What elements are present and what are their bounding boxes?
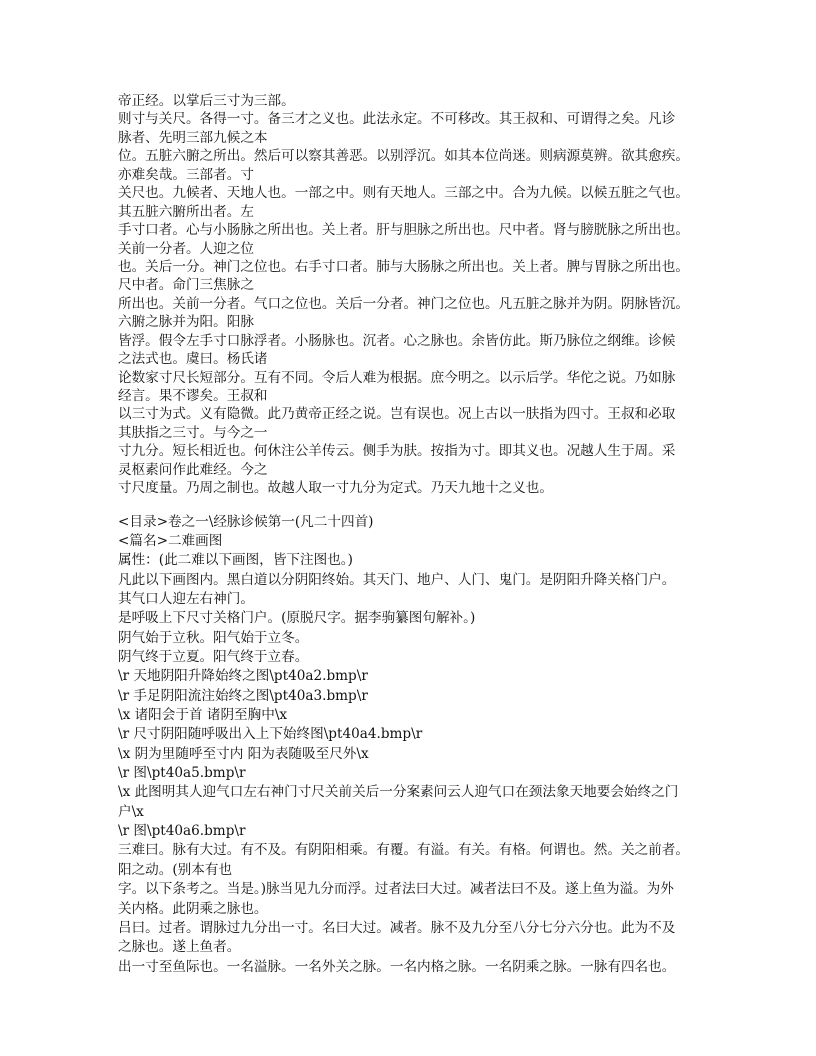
text-line: 论数家寸尺长短部分。互有不同。令后人难为根据。庶今明之。以示后学。华佗之说。乃如脉 xyxy=(118,369,676,386)
text-line: \r 图\pt40a6.bmp\r xyxy=(118,823,246,840)
text-line: 阳之动。(别本有也 xyxy=(118,861,233,878)
text-line: \r 图\pt40a5.bmp\r xyxy=(118,765,246,782)
text-line: 关尺也。九候者、天地人也。一部之中。则有天地人。三部之中。合为九候。以候五脏之气也。 xyxy=(118,185,689,202)
text-line: 其肤指之三寸。与今之一 xyxy=(118,424,268,441)
text-line: 以三寸为式。义有隐微。此乃黄帝正经之说。岂有误也。况上古以一肤指为四寸。王叔和必取 xyxy=(118,406,676,423)
text-line: 尺中者。命门三焦脉之 xyxy=(118,277,254,294)
text-line: 三难曰。脉有大过。有不及。有阴阳相乘。有覆。有溢。有关。有格。何谓也。然。关之前者。 xyxy=(118,842,689,859)
text-line: 亦难矣哉。三部者。寸 xyxy=(118,166,254,183)
text-line: 之法式也。虞曰。杨氏诸 xyxy=(118,351,268,368)
text-line: 灵枢素问作此难经。今之 xyxy=(118,461,268,478)
text-line: 寸尺度量。乃周之制也。故越人取一寸九分为定式。乃天九地十之义也。 xyxy=(118,480,553,497)
text-line: 也。关后一分。神门之位也。右手寸口者。肺与大肠脉之所出也。关上者。脾与胃脉之所出也。 xyxy=(118,258,689,275)
text-line: 皆浮。假令左手寸口脉浮者。小肠脉也。沉者。心之脉也。余皆仿此。斯乃脉位之纲维。诊候 xyxy=(118,332,676,349)
text-line: 属性：(此二难以下画图，皆下注图也。) xyxy=(118,552,353,569)
text-line: 则寸与关尺。各得一寸。备三才之义也。此法永定。不可移改。其王叔和、可谓得之矣。凡诊 xyxy=(118,111,676,128)
text-line: 帝正经。以掌后三寸为三部。 xyxy=(118,93,295,109)
text-line: 寸九分。短长相近也。何休注公羊传云。侧手为肤。按指为寸。即其义也。况越人生于周。采 xyxy=(118,443,676,460)
text-line: 是呼吸上下尺寸关格门户。(原脱尺字。据李驹纂图句解补。) xyxy=(118,610,476,627)
text-line: 凡此以下画图内。黑白道以分阴阳终始。其天门、地户、人门、鬼门。是阴阳升降关格门户。 xyxy=(118,571,676,588)
text-line: 其气口人迎左右神门。 xyxy=(118,591,254,607)
text-line: 脉者、先明三部九候之本 xyxy=(118,129,268,146)
text-line: \r 手足阴阳流注始终之图\pt40a3.bmp\r xyxy=(118,687,368,704)
text-line: 阴气终于立夏。阳气终于立春。 xyxy=(118,649,309,666)
text-line: 所出也。关前一分者。气口之位也。关后一分者。神门之位也。凡五脏之脉并为阴。阴脉皆沉。 xyxy=(118,295,689,312)
text-block-main xyxy=(118,92,718,498)
text-line: <目录>卷之一\经脉诊候第一(凡二十四首) xyxy=(118,513,374,530)
text-line: <篇名>二难画图 xyxy=(118,532,223,549)
text-line: 字。以下条考之。当是。)脉当见九分而浮。过者法曰大过。减者法曰不及。遂上鱼为溢。为外 xyxy=(118,881,674,898)
text-block-chapter xyxy=(118,513,718,977)
text-line: \x 此图明其人迎气口左右神门寸尺关前关后一分案素问云人迎气口在颈法象天地要会始终之门 xyxy=(118,784,679,801)
text-line: 手寸口者。心与小肠脉之所出也。关上者。肝与胆脉之所出也。尺中者。肾与膀胱脉之所出也。 xyxy=(118,222,689,239)
text-line: 关内格。此阴乘之脉也。 xyxy=(118,900,268,917)
text-line: 吕曰。过者。谓脉过九分出一寸。名曰大过。减者。脉不及九分至八分七分六分也。此为不及 xyxy=(118,919,676,936)
text-line: 出一寸至鱼际也。一名溢脉。一名外关之脉。一名内格之脉。一名阴乘之脉。一脉有四名也。 xyxy=(118,958,676,975)
text-line: 关前一分者。人迎之位 xyxy=(118,240,254,257)
text-line: 其五脏六腑所出者。左 xyxy=(118,203,254,220)
document-page xyxy=(118,92,718,977)
text-line: 位。五脏六腑之所出。然后可以察其善恶。以别浮沉。如其本位尚迷。则病源莫辨。欲其愈疾。 xyxy=(118,148,689,165)
text-line: 六腑之脉并为阳。阳脉 xyxy=(118,314,254,331)
text-line: 阴气始于立秋。阳气始于立冬。 xyxy=(118,629,309,646)
text-line: 之脉也。遂上鱼者。 xyxy=(118,939,241,956)
text-line: 经言。果不谬矣。王叔和 xyxy=(118,388,268,404)
text-line: \r 尺寸阴阳随呼吸出入上下始终图\pt40a4.bmp\r xyxy=(118,726,423,743)
text-line: \x 阴为里随呼至寸内 阳为表随吸至尺外\x xyxy=(118,745,369,762)
text-line: \r 天地阴阳升降始终之图\pt40a2.bmp\r xyxy=(118,668,368,685)
text-line: \x 诸阳会于首 诸阴至胸中\x xyxy=(118,707,288,724)
text-line: 户\x xyxy=(118,803,144,820)
